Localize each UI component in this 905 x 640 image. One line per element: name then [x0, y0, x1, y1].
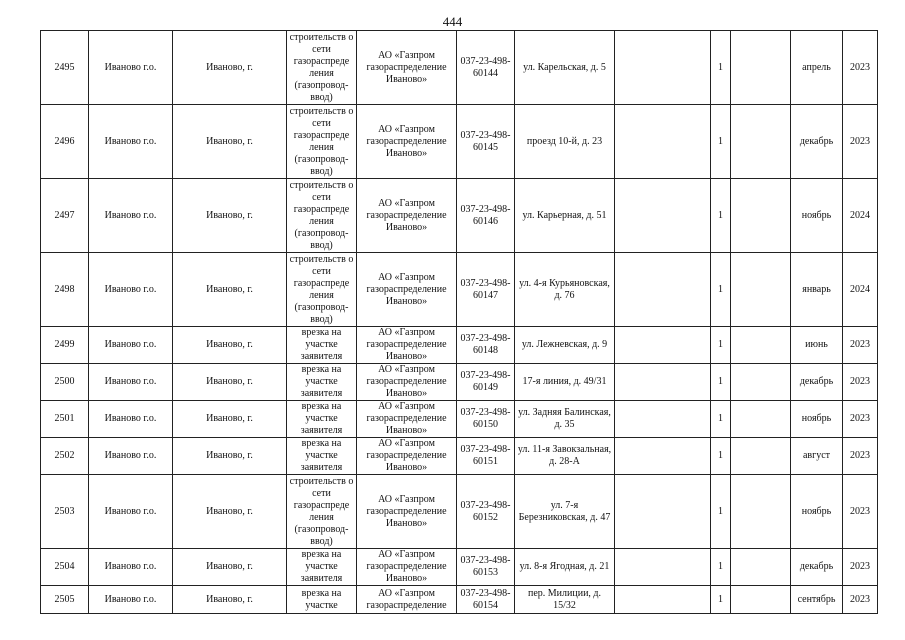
row-number: 2497 [41, 179, 89, 253]
quantity-cell: 1 [711, 179, 731, 253]
work-type-cell: врезка на участке заявителя [287, 549, 357, 586]
empty-cell [731, 253, 791, 327]
row-number: 2501 [41, 401, 89, 438]
address-cell: ул. 7-я Березниковская, д. 47 [515, 475, 615, 549]
code-cell: 037-23-498-60146 [457, 179, 515, 253]
month-cell: август [791, 438, 843, 475]
locality-cell: Иваново, г. [173, 586, 287, 614]
table-row [41, 401, 878, 438]
code-cell: 037-23-498-60151 [457, 438, 515, 475]
registry-table [40, 30, 878, 614]
code-cell: 037-23-498-60149 [457, 364, 515, 401]
locality-cell: Иваново, г. [173, 327, 287, 364]
month-cell: ноябрь [791, 179, 843, 253]
code-cell: 037-23-498-60144 [457, 31, 515, 105]
address-cell: ул. 8-я Ягодная, д. 21 [515, 549, 615, 586]
address-cell: ул. Лежневская, д. 9 [515, 327, 615, 364]
address-cell: 17-я линия, д. 49/31 [515, 364, 615, 401]
locality-cell: Иваново, г. [173, 475, 287, 549]
empty-cell [731, 401, 791, 438]
organization-cell: АО «Газпром газораспределение Иваново» [357, 438, 457, 475]
table-row [41, 253, 878, 327]
row-number: 2496 [41, 105, 89, 179]
empty-cell [615, 438, 711, 475]
row-number: 2503 [41, 475, 89, 549]
empty-cell [615, 253, 711, 327]
month-cell: декабрь [791, 364, 843, 401]
work-type-cell: строительств о сети газораспреде ления (газопровод- ввод) [287, 253, 357, 327]
year-cell: 2023 [843, 475, 878, 549]
district-cell: Иваново г.о. [89, 475, 173, 549]
table-row [41, 438, 878, 475]
organization-cell: АО «Газпром газораспределение Иваново» [357, 179, 457, 253]
year-cell: 2023 [843, 327, 878, 364]
month-cell: ноябрь [791, 475, 843, 549]
organization-cell: АО «Газпром газораспределение Иваново» [357, 401, 457, 438]
address-cell: пер. Милиции, д. 15/32 [515, 586, 615, 614]
empty-cell [731, 438, 791, 475]
year-cell: 2023 [843, 549, 878, 586]
empty-cell [731, 179, 791, 253]
empty-cell [731, 549, 791, 586]
address-cell: ул. Карьерная, д. 51 [515, 179, 615, 253]
work-type-cell: врезка на участке заявителя [287, 327, 357, 364]
district-cell: Иваново г.о. [89, 364, 173, 401]
district-cell: Иваново г.о. [89, 401, 173, 438]
work-type-cell: строительств о сети газораспреде ления (газопровод- ввод) [287, 105, 357, 179]
row-number: 2498 [41, 253, 89, 327]
code-cell: 037-23-498-60153 [457, 549, 515, 586]
address-cell: ул. Карельская, д. 5 [515, 31, 615, 105]
quantity-cell: 1 [711, 364, 731, 401]
district-cell: Иваново г.о. [89, 549, 173, 586]
quantity-cell: 1 [711, 327, 731, 364]
quantity-cell: 1 [711, 31, 731, 105]
table-row [41, 327, 878, 364]
district-cell: Иваново г.о. [89, 31, 173, 105]
empty-cell [615, 105, 711, 179]
organization-cell: АО «Газпром газораспределение Иваново» [357, 105, 457, 179]
table-row [41, 475, 878, 549]
work-type-cell: врезка на участке заявителя [287, 438, 357, 475]
row-number: 2504 [41, 549, 89, 586]
month-cell: декабрь [791, 105, 843, 179]
locality-cell: Иваново, г. [173, 253, 287, 327]
district-cell: Иваново г.о. [89, 105, 173, 179]
year-cell: 2024 [843, 179, 878, 253]
district-cell: Иваново г.о. [89, 179, 173, 253]
code-cell: 037-23-498-60152 [457, 475, 515, 549]
month-cell: сентябрь [791, 586, 843, 614]
empty-cell [615, 364, 711, 401]
work-type-cell: врезка на участке заявителя [287, 401, 357, 438]
organization-cell: АО «Газпром газораспределение Иваново» [357, 327, 457, 364]
table-row [41, 549, 878, 586]
district-cell: Иваново г.о. [89, 438, 173, 475]
empty-cell [731, 31, 791, 105]
locality-cell: Иваново, г. [173, 179, 287, 253]
year-cell: 2023 [843, 105, 878, 179]
district-cell: Иваново г.о. [89, 327, 173, 364]
organization-cell: АО «Газпром газораспределение Иваново» [357, 31, 457, 105]
locality-cell: Иваново, г. [173, 105, 287, 179]
quantity-cell: 1 [711, 401, 731, 438]
code-cell: 037-23-498-60145 [457, 105, 515, 179]
address-cell: проезд 10-й, д. 23 [515, 105, 615, 179]
month-cell: декабрь [791, 549, 843, 586]
year-cell: 2023 [843, 438, 878, 475]
work-type-cell: врезка на участке заявителя [287, 364, 357, 401]
empty-cell [731, 586, 791, 614]
empty-cell [731, 475, 791, 549]
locality-cell: Иваново, г. [173, 401, 287, 438]
quantity-cell: 1 [711, 438, 731, 475]
year-cell: 2023 [843, 364, 878, 401]
empty-cell [731, 105, 791, 179]
organization-cell: АО «Газпром газораспределение [357, 586, 457, 614]
empty-cell [615, 327, 711, 364]
table-row [41, 105, 878, 179]
quantity-cell: 1 [711, 586, 731, 614]
month-cell: апрель [791, 31, 843, 105]
row-number: 2499 [41, 327, 89, 364]
month-cell: июнь [791, 327, 843, 364]
organization-cell: АО «Газпром газораспределение Иваново» [357, 253, 457, 327]
locality-cell: Иваново, г. [173, 438, 287, 475]
year-cell: 2024 [843, 253, 878, 327]
locality-cell: Иваново, г. [173, 549, 287, 586]
table-row [41, 179, 878, 253]
year-cell: 2023 [843, 31, 878, 105]
empty-cell [731, 364, 791, 401]
address-cell: ул. 4-я Курьяновская, д. 76 [515, 253, 615, 327]
code-cell: 037-23-498-60150 [457, 401, 515, 438]
code-cell: 037-23-498-60147 [457, 253, 515, 327]
page-number: 444 [442, 14, 463, 29]
work-type-cell: врезка на участке [287, 586, 357, 614]
month-cell: январь [791, 253, 843, 327]
organization-cell: АО «Газпром газораспределение Иваново» [357, 475, 457, 549]
organization-cell: АО «Газпром газораспределение Иваново» [357, 549, 457, 586]
code-cell: 037-23-498-60148 [457, 327, 515, 364]
empty-cell [615, 586, 711, 614]
table-row [41, 586, 878, 614]
table-row [41, 364, 878, 401]
row-number: 2505 [41, 586, 89, 614]
address-cell: ул. 11-я Завокзальная, д. 28-А [515, 438, 615, 475]
work-type-cell: строительств о сети газораспреде ления (газопровод- ввод) [287, 475, 357, 549]
quantity-cell: 1 [711, 105, 731, 179]
quantity-cell: 1 [711, 475, 731, 549]
locality-cell: Иваново, г. [173, 364, 287, 401]
year-cell: 2023 [843, 586, 878, 614]
organization-cell: АО «Газпром газораспределение Иваново» [357, 364, 457, 401]
table-row [41, 31, 878, 105]
locality-cell: Иваново, г. [173, 31, 287, 105]
row-number: 2500 [41, 364, 89, 401]
empty-cell [615, 179, 711, 253]
work-type-cell: строительств о сети газораспреде ления (газопровод- ввод) [287, 179, 357, 253]
row-number: 2502 [41, 438, 89, 475]
code-cell: 037-23-498-60154 [457, 586, 515, 614]
quantity-cell: 1 [711, 253, 731, 327]
row-number: 2495 [41, 31, 89, 105]
empty-cell [731, 327, 791, 364]
district-cell: Иваново г.о. [89, 253, 173, 327]
address-cell: ул. Задняя Балинская, д. 35 [515, 401, 615, 438]
empty-cell [615, 401, 711, 438]
district-cell: Иваново г.о. [89, 586, 173, 614]
month-cell: ноябрь [791, 401, 843, 438]
empty-cell [615, 549, 711, 586]
quantity-cell: 1 [711, 549, 731, 586]
empty-cell [615, 475, 711, 549]
year-cell: 2023 [843, 401, 878, 438]
empty-cell [615, 31, 711, 105]
work-type-cell: строительств о сети газораспреде ления (газопровод- ввод) [287, 31, 357, 105]
